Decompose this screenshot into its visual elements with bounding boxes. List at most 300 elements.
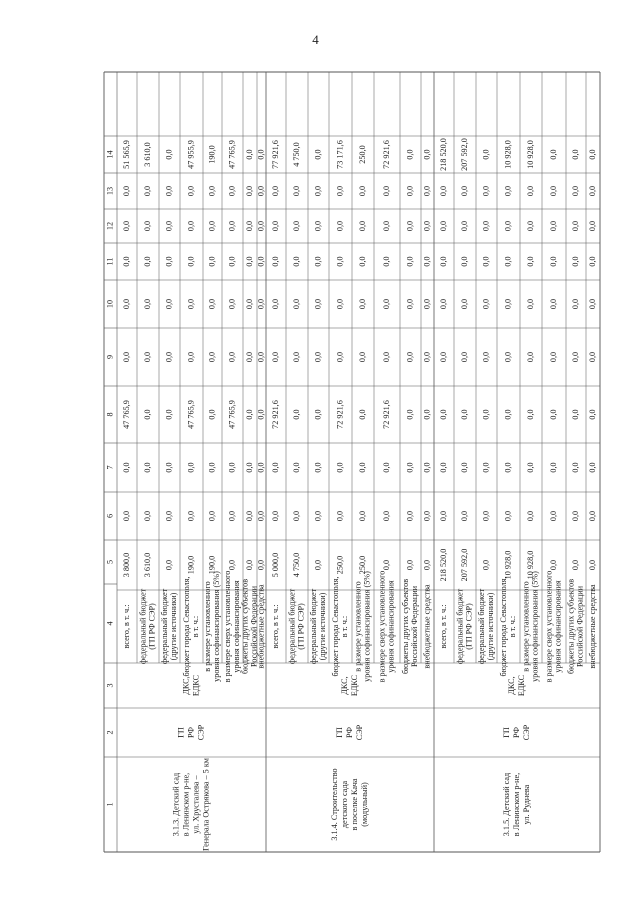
cell-value: 10 928,0 <box>503 140 513 169</box>
event-name: 3.1.3. Детский сад <box>171 772 181 837</box>
cell-value: 0,0 <box>459 409 469 420</box>
cell-value: 0,0 <box>503 220 513 232</box>
cell-value: 0,0 <box>207 220 217 232</box>
executor: ЕДКС <box>191 674 201 697</box>
cell-value: 0,0 <box>270 351 280 363</box>
cell-value: 0,0 <box>244 298 254 310</box>
cell-value: 0,0 <box>587 298 597 310</box>
cell-value: 250,0 <box>335 555 345 575</box>
cell-value: 0,0 <box>570 298 580 310</box>
row-label: уровня софинансирования <box>386 580 396 673</box>
cell-value: 0,0 <box>291 510 301 522</box>
cell-value: 0,0 <box>291 298 301 310</box>
cell-value: 0,0 <box>335 510 345 522</box>
cell-value: 0,0 <box>570 462 580 473</box>
column-header: 13 <box>105 186 115 196</box>
cell-value: 0,0 <box>270 185 280 197</box>
cell-value: 0,0 <box>164 409 174 420</box>
cell-value: 47 765,9 <box>186 400 196 429</box>
cell-value: 77 921,6 <box>270 140 280 169</box>
cell-value: 0,0 <box>587 462 597 473</box>
cell-value: 0,0 <box>381 559 391 571</box>
cell-value: 0,0 <box>548 409 558 420</box>
cell-value: 0,0 <box>256 510 266 522</box>
row-label: Российской Федерации <box>575 585 585 668</box>
cell-value: 0,0 <box>570 559 580 571</box>
cell-value: 0,0 <box>186 185 196 197</box>
cell-value: 0,0 <box>357 510 367 522</box>
executor: ЕДКС <box>349 674 359 697</box>
cell-value: 3 610,0 <box>142 142 152 167</box>
cell-value: 0,0 <box>207 351 217 363</box>
program-code: СЭР <box>354 724 364 741</box>
row-label: Российской Федерации <box>409 585 419 668</box>
cell-value: 0,0 <box>481 220 491 232</box>
cell-value: 0,0 <box>481 256 491 267</box>
cell-value: 0,0 <box>256 559 266 571</box>
cell-value: 0,0 <box>422 256 432 267</box>
cell-value: 0,0 <box>587 149 597 160</box>
cell-value: 250,0 <box>357 145 367 164</box>
cell-value: 0,0 <box>186 220 196 232</box>
row-label: бюджет города Севастополя, <box>498 576 508 677</box>
row-label: в размере сверх установленного <box>544 570 554 683</box>
cell-value: 0,0 <box>270 298 280 310</box>
cell-value: 0,0 <box>164 185 174 197</box>
cell-value: 0,0 <box>459 185 469 197</box>
cell-value: 0,0 <box>313 409 323 420</box>
program-code: ГП <box>334 727 344 738</box>
cell-value: 0,0 <box>481 351 491 363</box>
cell-value: 0,0 <box>207 462 217 473</box>
cell-value: 0,0 <box>459 510 469 522</box>
cell-value: 0,0 <box>313 462 323 473</box>
cell-value: 0,0 <box>270 510 280 522</box>
cell-value: 0,0 <box>186 298 196 310</box>
table-body <box>104 72 600 852</box>
cell-value: 10 928,0 <box>503 550 513 580</box>
column-header: 9 <box>105 354 115 360</box>
cell-value: 0,0 <box>164 462 174 473</box>
cell-value: 0,0 <box>548 220 558 232</box>
cell-value: 0,0 <box>142 409 152 420</box>
cell-value: 0,0 <box>481 462 491 473</box>
cell-value: 0,0 <box>227 185 237 197</box>
cell-value: 0,0 <box>164 510 174 522</box>
cell-value: 0,0 <box>256 351 266 363</box>
cell-value: 0,0 <box>548 351 558 363</box>
cell-value: 0,0 <box>244 409 254 420</box>
cell-value: 0,0 <box>227 220 237 232</box>
cell-value: 0,0 <box>291 185 301 197</box>
event-name: в Ленинском р-не, <box>181 772 191 837</box>
cell-value: 0,0 <box>422 510 432 522</box>
cell-value: 0,0 <box>291 351 301 363</box>
row-label: федеральный бюджет <box>138 588 148 665</box>
cell-value: 0,0 <box>142 298 152 310</box>
column-header: 10 <box>105 299 115 309</box>
cell-value: 190,0 <box>207 145 217 164</box>
event-name: в Ленинском р-не, <box>511 772 521 837</box>
cell-value: 0,0 <box>587 351 597 363</box>
cell-value: 0,0 <box>256 409 266 420</box>
cell-value: 0,0 <box>422 351 432 363</box>
cell-value: 0,0 <box>121 256 131 267</box>
cell-value: 72 921,6 <box>381 140 391 169</box>
column-header: 5 <box>105 559 115 565</box>
cell-value: 0,0 <box>357 351 367 363</box>
cell-value: 0,0 <box>313 510 323 522</box>
cell-value: 0,0 <box>121 298 131 310</box>
executor: ЕДКС <box>516 674 526 697</box>
row-label: Российской Федерации <box>249 585 259 668</box>
row-label: федеральный бюджет <box>308 588 318 665</box>
row-label: (другие источники) <box>317 592 327 661</box>
column-header: 8 <box>105 412 115 417</box>
cell-value: 0,0 <box>207 510 217 522</box>
program-code: ГП <box>176 727 186 738</box>
program-code: РФ <box>344 727 354 738</box>
cell-value: 0,0 <box>503 351 513 363</box>
cell-value: 0,0 <box>503 256 513 267</box>
cell-value: 0,0 <box>525 298 535 310</box>
row-label: (другие источники) <box>485 592 495 661</box>
cell-value: 0,0 <box>459 351 469 363</box>
cell-value: 207 592,0 <box>459 548 469 582</box>
cell-value: 0,0 <box>525 462 535 473</box>
row-label: (ГП РФ СЭР) <box>464 603 474 650</box>
cell-value: 0,0 <box>142 462 152 473</box>
cell-value: 0,0 <box>525 220 535 232</box>
event-name: детского сада <box>339 780 349 829</box>
cell-value: 0,0 <box>459 462 469 473</box>
cell-value: 0,0 <box>335 298 345 310</box>
row-label: федеральный бюджет <box>287 588 297 665</box>
row-label: бюджет города Севастополя, <box>330 576 340 677</box>
cell-value: 0,0 <box>335 220 345 232</box>
cell-value: 0,0 <box>244 149 254 160</box>
cell-value: 0,0 <box>570 220 580 232</box>
cell-value: 0,0 <box>405 256 415 267</box>
cell-value: 0,0 <box>256 185 266 197</box>
cell-value: 0,0 <box>422 409 432 420</box>
executor: ДКС, <box>181 676 191 695</box>
cell-value: 0,0 <box>270 256 280 267</box>
event-name: (модульный) <box>359 782 369 827</box>
cell-value: 0,0 <box>164 559 174 571</box>
row-label: в т. ч.: <box>339 615 349 638</box>
column-header: 6 <box>105 513 115 519</box>
cell-value: 0,0 <box>381 510 391 522</box>
cell-value: 0,0 <box>121 510 131 522</box>
row-label: всего, в т. ч.: <box>438 604 448 649</box>
row-label: всего, в т. ч.: <box>270 604 280 649</box>
cell-value: 0,0 <box>548 149 558 160</box>
column-header: 12 <box>105 221 115 231</box>
cell-value: 0,0 <box>525 256 535 267</box>
cell-value: 0,0 <box>186 462 196 473</box>
cell-value: 0,0 <box>207 185 217 197</box>
cell-value: 0,0 <box>481 185 491 197</box>
row-label: (ГП РФ СЭР) <box>147 603 157 650</box>
cell-value: 0,0 <box>244 351 254 363</box>
cell-value: 0,0 <box>405 559 415 571</box>
cell-value: 0,0 <box>244 510 254 522</box>
row-label: (другие источники) <box>168 592 178 661</box>
cell-value: 0,0 <box>313 298 323 310</box>
cell-value: 0,0 <box>381 351 391 363</box>
event-name: ул. Руднева <box>521 784 531 825</box>
cell-value: 0,0 <box>481 149 491 160</box>
row-label: уровня софинансирования (5%) <box>211 571 221 682</box>
cell-value: 0,0 <box>227 510 237 522</box>
cell-value: 0,0 <box>459 220 469 232</box>
cell-value: 0,0 <box>381 220 391 232</box>
cell-value: 0,0 <box>438 185 448 197</box>
cell-value: 0,0 <box>256 256 266 267</box>
program-code: ГП <box>501 727 511 738</box>
cell-value: 0,0 <box>335 256 345 267</box>
row-label: в т. ч.: <box>190 615 200 638</box>
cell-value: 0,0 <box>142 220 152 232</box>
cell-value: 0,0 <box>270 462 280 473</box>
cell-value: 0,0 <box>227 256 237 267</box>
cell-value: 47 765,9 <box>227 400 237 429</box>
row-label: бюджеты других субъектов <box>566 578 576 675</box>
cell-value: 73 171,6 <box>335 140 345 169</box>
cell-value: 0,0 <box>548 256 558 267</box>
cell-value: 0,0 <box>227 559 237 571</box>
row-label: всего, в т. ч.: <box>121 604 131 649</box>
cell-value: 0,0 <box>422 298 432 310</box>
cell-value: 0,0 <box>121 185 131 197</box>
cell-value: 0,0 <box>244 559 254 571</box>
row-label: бюджет города Севастополя, <box>181 576 191 677</box>
event-name: 3.1.5. Детский сад <box>501 772 511 837</box>
cell-value: 0,0 <box>459 298 469 310</box>
cell-value: 0,0 <box>570 510 580 522</box>
cell-value: 0,0 <box>313 559 323 571</box>
cell-value: 0,0 <box>459 256 469 267</box>
cell-value: 0,0 <box>186 256 196 267</box>
cell-value: 0,0 <box>438 298 448 310</box>
cell-value: 0,0 <box>405 409 415 420</box>
cell-value: 0,0 <box>405 351 415 363</box>
row-label: уровня софинансирования <box>553 580 563 673</box>
cell-value: 0,0 <box>244 462 254 473</box>
row-label: в размере установленного <box>353 581 363 672</box>
cell-value: 51 565,9 <box>121 140 131 169</box>
cell-value: 0,0 <box>121 462 131 473</box>
cell-value: 0,0 <box>405 220 415 232</box>
event-name: в поселке Кача <box>349 778 359 831</box>
cell-value: 47 765,9 <box>227 140 237 169</box>
event-name: 3.1.4. Строительство <box>329 768 339 841</box>
column-header: 14 <box>105 150 115 159</box>
cell-value: 0,0 <box>142 351 152 363</box>
cell-value: 0,0 <box>164 149 174 160</box>
row-label: бюджеты других субъектов <box>400 578 410 675</box>
cell-value: 0,0 <box>548 559 558 571</box>
cell-value: 0,0 <box>587 256 597 267</box>
cell-value: 0,0 <box>587 510 597 522</box>
cell-value: 0,0 <box>313 256 323 267</box>
cell-value: 0,0 <box>186 510 196 522</box>
cell-value: 4 750,0 <box>291 142 301 167</box>
cell-value: 0,0 <box>186 351 196 363</box>
column-header: 4 <box>105 621 115 626</box>
cell-value: 0,0 <box>164 220 174 232</box>
cell-value: 0,0 <box>438 409 448 420</box>
row-label: в размере установленного <box>521 581 531 672</box>
cell-value: 0,0 <box>244 185 254 197</box>
cell-value: 5 000,0 <box>270 552 280 578</box>
cell-value: 0,0 <box>570 351 580 363</box>
cell-value: 0,0 <box>405 298 415 310</box>
cell-value: 250,0 <box>357 555 367 575</box>
column-header: 7 <box>105 465 115 470</box>
row-label: в размере установленного <box>202 581 212 672</box>
cell-value: 0,0 <box>256 220 266 232</box>
cell-value: 0,0 <box>405 510 415 522</box>
cell-value: 4 750,0 <box>291 552 301 578</box>
cell-value: 0,0 <box>381 298 391 310</box>
event-name: Генерала Острякова – 5 км <box>201 758 211 851</box>
cell-value: 0,0 <box>548 298 558 310</box>
cell-value: 0,0 <box>256 149 266 160</box>
cell-value: 10 928,0 <box>525 550 535 580</box>
cell-value: 72 921,6 <box>270 400 280 429</box>
cell-value: 0,0 <box>313 351 323 363</box>
cell-value: 0,0 <box>291 256 301 267</box>
cell-value: 190,0 <box>207 555 217 575</box>
cell-value: 0,0 <box>438 256 448 267</box>
cell-value: 0,0 <box>313 149 323 160</box>
cell-value: 0,0 <box>381 256 391 267</box>
cell-value: 0,0 <box>587 220 597 232</box>
cell-value: 0,0 <box>481 298 491 310</box>
cell-value: 0,0 <box>207 409 217 420</box>
cell-value: 218 520,0 <box>438 548 448 582</box>
cell-value: 0,0 <box>481 510 491 522</box>
cell-value: 0,0 <box>335 462 345 473</box>
cell-value: 0,0 <box>503 462 513 473</box>
column-header: 2 <box>105 730 115 735</box>
executor: ДКС, <box>339 676 349 695</box>
cell-value: 0,0 <box>570 149 580 160</box>
cell-value: 0,0 <box>227 351 237 363</box>
row-label: бюджеты других субъектов <box>240 578 250 675</box>
cell-value: 0,0 <box>291 409 301 420</box>
cell-value: 0,0 <box>481 409 491 420</box>
cell-value: 0,0 <box>357 185 367 197</box>
cell-value: 0,0 <box>438 510 448 522</box>
cell-value: 0,0 <box>422 559 432 571</box>
cell-value: 0,0 <box>503 298 513 310</box>
row-label: уровня софинансирования (5%) <box>530 571 540 682</box>
cell-value: 47 765,9 <box>121 400 131 429</box>
cell-value: 0,0 <box>142 256 152 267</box>
cell-value: 0,0 <box>548 185 558 197</box>
cell-value: 0,0 <box>422 149 432 160</box>
row-label: уровня софинансирования (5%) <box>362 571 372 682</box>
cell-value: 0,0 <box>291 220 301 232</box>
row-label: уровня софинансирования <box>231 580 241 673</box>
cell-value: 0,0 <box>270 220 280 232</box>
cell-value: 3 800,0 <box>121 552 131 578</box>
cell-value: 0,0 <box>503 185 513 197</box>
event-name: ул. Хрусталева – <box>191 775 201 834</box>
cell-value: 0,0 <box>548 462 558 473</box>
cell-value: 0,0 <box>570 185 580 197</box>
cell-value: 0,0 <box>405 149 415 160</box>
column-header: 1 <box>105 802 115 807</box>
cell-value: 0,0 <box>335 351 345 363</box>
cell-value: 0,0 <box>570 409 580 420</box>
row-label: в т. ч.: <box>507 615 517 638</box>
row-label: (ГП РФ СЭР) <box>296 603 306 650</box>
cell-value: 0,0 <box>121 351 131 363</box>
cell-value: 0,0 <box>142 185 152 197</box>
cell-value: 0,0 <box>548 510 558 522</box>
cell-value: 0,0 <box>422 220 432 232</box>
cell-value: 0,0 <box>256 462 266 473</box>
row-label: внебюджетные средства <box>587 584 597 669</box>
cell-value: 0,0 <box>357 409 367 420</box>
cell-value: 0,0 <box>121 220 131 232</box>
cell-value: 218 520,0 <box>438 138 448 171</box>
row-label: в размере сверх установленного <box>222 570 232 683</box>
cell-value: 0,0 <box>422 185 432 197</box>
cell-value: 0,0 <box>381 185 391 197</box>
cell-value: 0,0 <box>207 298 217 310</box>
cell-value: 0,0 <box>357 462 367 473</box>
page-number: 4 <box>312 32 319 47</box>
executor: ДКС, <box>506 676 516 695</box>
cell-value: 0,0 <box>438 351 448 363</box>
cell-value: 0,0 <box>357 256 367 267</box>
cell-value: 0,0 <box>244 256 254 267</box>
cell-value: 0,0 <box>503 409 513 420</box>
cell-value: 0,0 <box>525 409 535 420</box>
program-code: СЭР <box>521 724 531 741</box>
cell-value: 47 955,9 <box>186 140 196 169</box>
column-header: 3 <box>105 683 115 688</box>
cell-value: 72 921,6 <box>381 400 391 429</box>
cell-value: 207 592,0 <box>459 138 469 171</box>
cell-value: 72 921,6 <box>335 400 345 429</box>
cell-value: 0,0 <box>438 220 448 232</box>
cell-value: 0,0 <box>587 185 597 197</box>
cell-value: 0,0 <box>142 510 152 522</box>
cell-value: 0,0 <box>164 298 174 310</box>
program-code: РФ <box>511 727 521 738</box>
cell-value: 0,0 <box>227 462 237 473</box>
row-label: федеральный бюджет <box>455 588 465 665</box>
cell-value: 0,0 <box>525 351 535 363</box>
cell-value: 0,0 <box>587 559 597 571</box>
cell-value: 0,0 <box>164 351 174 363</box>
row-label: федеральный бюджет <box>159 588 169 665</box>
program-code: РФ <box>186 727 196 738</box>
cell-value: 0,0 <box>503 510 513 522</box>
cell-value: 3 610,0 <box>142 552 152 578</box>
cell-value: 0,0 <box>481 559 491 571</box>
program-code: СЭР <box>196 724 206 741</box>
cell-value: 190,0 <box>186 555 196 575</box>
row-label: внебюджетные средства <box>422 584 432 669</box>
cell-value: 0,0 <box>207 256 217 267</box>
